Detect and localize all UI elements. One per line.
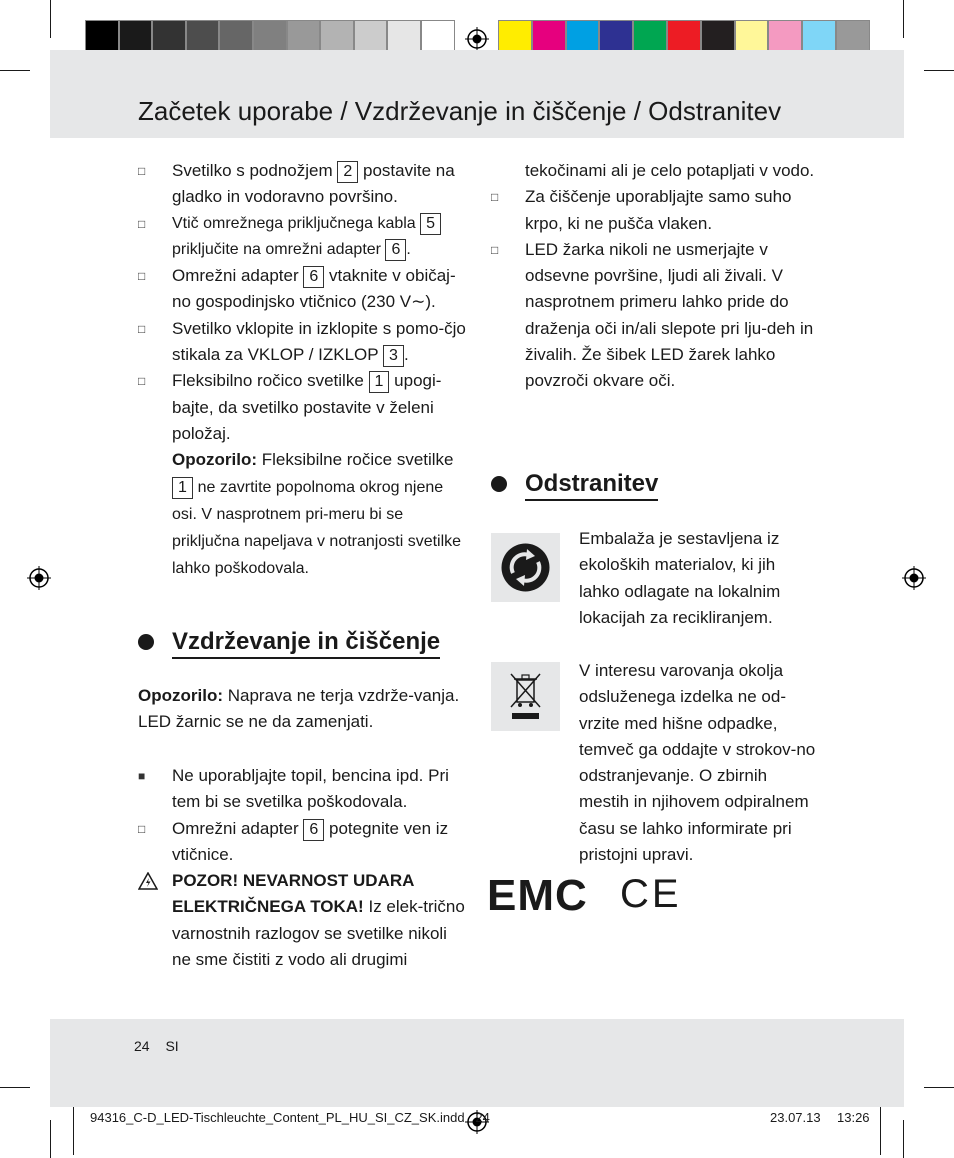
list-item — [138, 263, 466, 316]
warning-triangle-icon — [138, 872, 158, 890]
item-text: Vtič omrežnega priključnega kabla — [172, 214, 416, 232]
part-number-box: 1 — [172, 477, 193, 499]
emc-mark: EMC — [487, 871, 588, 920]
warning-text: Naprava ne terja vzdrže-vanja. LED žarnic se ne da zamenjati. — [138, 686, 460, 732]
color-swatch — [85, 20, 119, 54]
warning-note — [138, 447, 466, 582]
color-swatch — [287, 20, 321, 54]
color-swatch — [186, 20, 220, 54]
part-number-box: 6 — [303, 819, 324, 841]
bullet-dot-icon — [491, 476, 507, 492]
footer-band — [50, 1019, 904, 1107]
color-swatch — [633, 20, 667, 54]
item-text: Za čiščenje uporabljajte samo suho krpo, ki ne pušča vlaken. — [525, 187, 792, 233]
slug-date: 23.07.13 — [770, 1110, 821, 1125]
maintenance-list — [138, 763, 466, 973]
continued-text: tekočinami ali je celo potapljati v vodo. — [525, 161, 815, 180]
disposal-text-product: V interesu varovanja okolja odsluženega izdelka ne od-vrzite med hišne odpadke, temveč ga oddajte v strokov-no odstranjevanje. O zbirnih mestih in njihovem odpiralnem času se lahko informirate pri pristojni upravi. — [579, 661, 816, 865]
crop-mark — [50, 1120, 51, 1158]
list-item — [138, 816, 466, 869]
maintenance-block — [138, 683, 466, 736]
maintenance-warning — [138, 683, 466, 736]
color-swatch — [735, 20, 769, 54]
crossed-bin-icon — [491, 662, 560, 731]
page-title: Začetek uporabe / Vzdrževanje in čiščenje / Odstranitev — [138, 96, 782, 126]
item-text: upogi-bajte, da svetilko postavite v želeni položaj. — [172, 371, 442, 443]
slug-time: 13:26 — [837, 1110, 870, 1125]
item-text: Svetilko s podnožjem — [172, 161, 333, 180]
color-swatch — [768, 20, 802, 54]
part-number-box: 5 — [420, 213, 441, 235]
list-item — [138, 368, 466, 447]
list-item — [491, 184, 819, 237]
part-number-box: 1 — [369, 371, 390, 393]
square-bullet: ■ — [138, 769, 146, 783]
color-swatch — [667, 20, 701, 54]
color-swatch — [387, 20, 421, 54]
color-swatch — [152, 20, 186, 54]
recycling-icon-box — [491, 533, 560, 602]
list-item — [138, 316, 466, 369]
color-swatch — [802, 20, 836, 54]
color-swatch — [599, 20, 633, 54]
color-swatch — [566, 20, 600, 54]
danger-warning — [138, 868, 466, 973]
part-number-box: 3 — [383, 345, 404, 367]
color-swatch — [253, 20, 287, 54]
checkbox-bullet: □ — [491, 190, 499, 205]
crop-mark — [880, 1105, 881, 1155]
crop-mark — [924, 70, 954, 71]
section-title: Odstranitev — [525, 470, 658, 501]
right-column — [491, 158, 819, 395]
weee-icon-box — [491, 662, 560, 731]
part-number-box: 2 — [337, 161, 358, 183]
item-text: . — [406, 240, 411, 258]
part-number-box: 6 — [385, 239, 406, 261]
color-swatch — [498, 20, 532, 54]
language-code: SI — [165, 1038, 179, 1054]
item-text: Svetilko vklopite in izklopite s pomo-čjo stikala za VKLOP / IZKLOP — [172, 318, 466, 365]
checkbox-bullet: □ — [138, 321, 146, 336]
color-swatch — [532, 20, 566, 54]
warning-text: ne zavrtite popolnoma okrog njene osi. V nasprotnem pri-meru bi se priključna napeljava v notranjosti svetilke lahko poškodovala. — [172, 478, 462, 578]
item-text: LED žarka nikoli ne usmerjajte v odsevne površine, ljudi ali živali. V nasprotnem primeru lahko pride do draženja oči in/ali slepote pri lju-deh in živalih. Že šibek LED žarek lahko povzroči okvare oči. — [525, 239, 814, 391]
page-number — [134, 1038, 179, 1054]
green-dot-recycling-icon — [491, 533, 560, 602]
color-swatch — [421, 20, 455, 54]
crop-mark — [73, 1105, 74, 1155]
list-item — [138, 211, 466, 264]
item-text: priključite na omrežni adapter — [172, 240, 381, 258]
color-swatch — [219, 20, 253, 54]
checkbox-bullet: □ — [491, 242, 499, 257]
bullet-dot-icon — [138, 634, 154, 650]
warning-label: Opozorilo: — [138, 686, 223, 705]
color-swatch — [354, 20, 388, 54]
disposal-text-packaging: Embalaža je sestavljena iz ekoloških materialov, ki jih lahko odlagate na lokalnim lokacijah za recikliranjem. — [579, 529, 781, 627]
item-text: Ne uporabljajte topil, bencina ipd. Pri tem bi se svetilka poškodovala. — [172, 766, 449, 812]
crop-mark — [903, 1120, 904, 1158]
slug-filename: 94316_C-D_LED-Tischleuchte_Content_PL_HU_SI_CZ_SK.indd 24 — [90, 1110, 490, 1125]
crop-mark — [50, 0, 51, 38]
page-number-value: 24 — [134, 1038, 150, 1054]
section-heading-disposal — [491, 470, 658, 498]
color-swatch — [320, 20, 354, 54]
checkbox-bullet: □ — [138, 821, 146, 836]
registration-mark-right — [902, 566, 926, 590]
item-text: vtaknite v običaj-no gospodinjsko vtičnico (230 V∼). — [172, 266, 456, 312]
item-text: Omrežni adapter — [172, 266, 299, 286]
crop-mark — [903, 0, 904, 38]
registration-mark-left — [27, 566, 51, 590]
registration-mark-top — [465, 27, 489, 51]
section-title: Vzdrževanje in čiščenje — [172, 628, 440, 659]
warning-text: Fleksibilne ročice svetilke — [261, 450, 454, 470]
list-item — [138, 158, 466, 211]
item-text: potegnite ven iz vtičnice. — [172, 818, 449, 864]
item-text: Omrežni adapter — [172, 818, 299, 838]
list-item — [138, 763, 466, 816]
section-heading-maintenance — [138, 628, 440, 656]
color-swatch — [701, 20, 735, 54]
item-text: . — [403, 345, 409, 365]
crop-mark — [0, 70, 30, 71]
left-column — [138, 158, 466, 583]
list-item — [491, 237, 819, 395]
color-swatch — [836, 20, 870, 54]
crop-mark — [924, 1087, 954, 1088]
color-swatch — [119, 20, 153, 54]
danger-label: POZOR! NEVARNOST UDARA ELEKTRIČNEGA TOKA! — [172, 871, 414, 917]
crop-mark — [0, 1087, 30, 1088]
warning-label: Opozorilo: — [172, 450, 257, 470]
item-text: Fleksibilno ročico svetilke — [172, 371, 364, 391]
checkbox-bullet: □ — [138, 374, 146, 389]
danger-text: Iz elek-trično varnostnih razlogov se svetilke nikoli ne sme čistiti z vodo ali drugimi — [172, 897, 465, 970]
checkbox-bullet: □ — [138, 164, 146, 178]
checkbox-bullet: □ — [138, 216, 146, 231]
checkbox-bullet: □ — [138, 269, 146, 284]
ce-mark: CE — [620, 872, 682, 916]
part-number-box: 6 — [303, 266, 324, 288]
item-text: postavite na gladko in vodoravno površino. — [172, 161, 455, 207]
